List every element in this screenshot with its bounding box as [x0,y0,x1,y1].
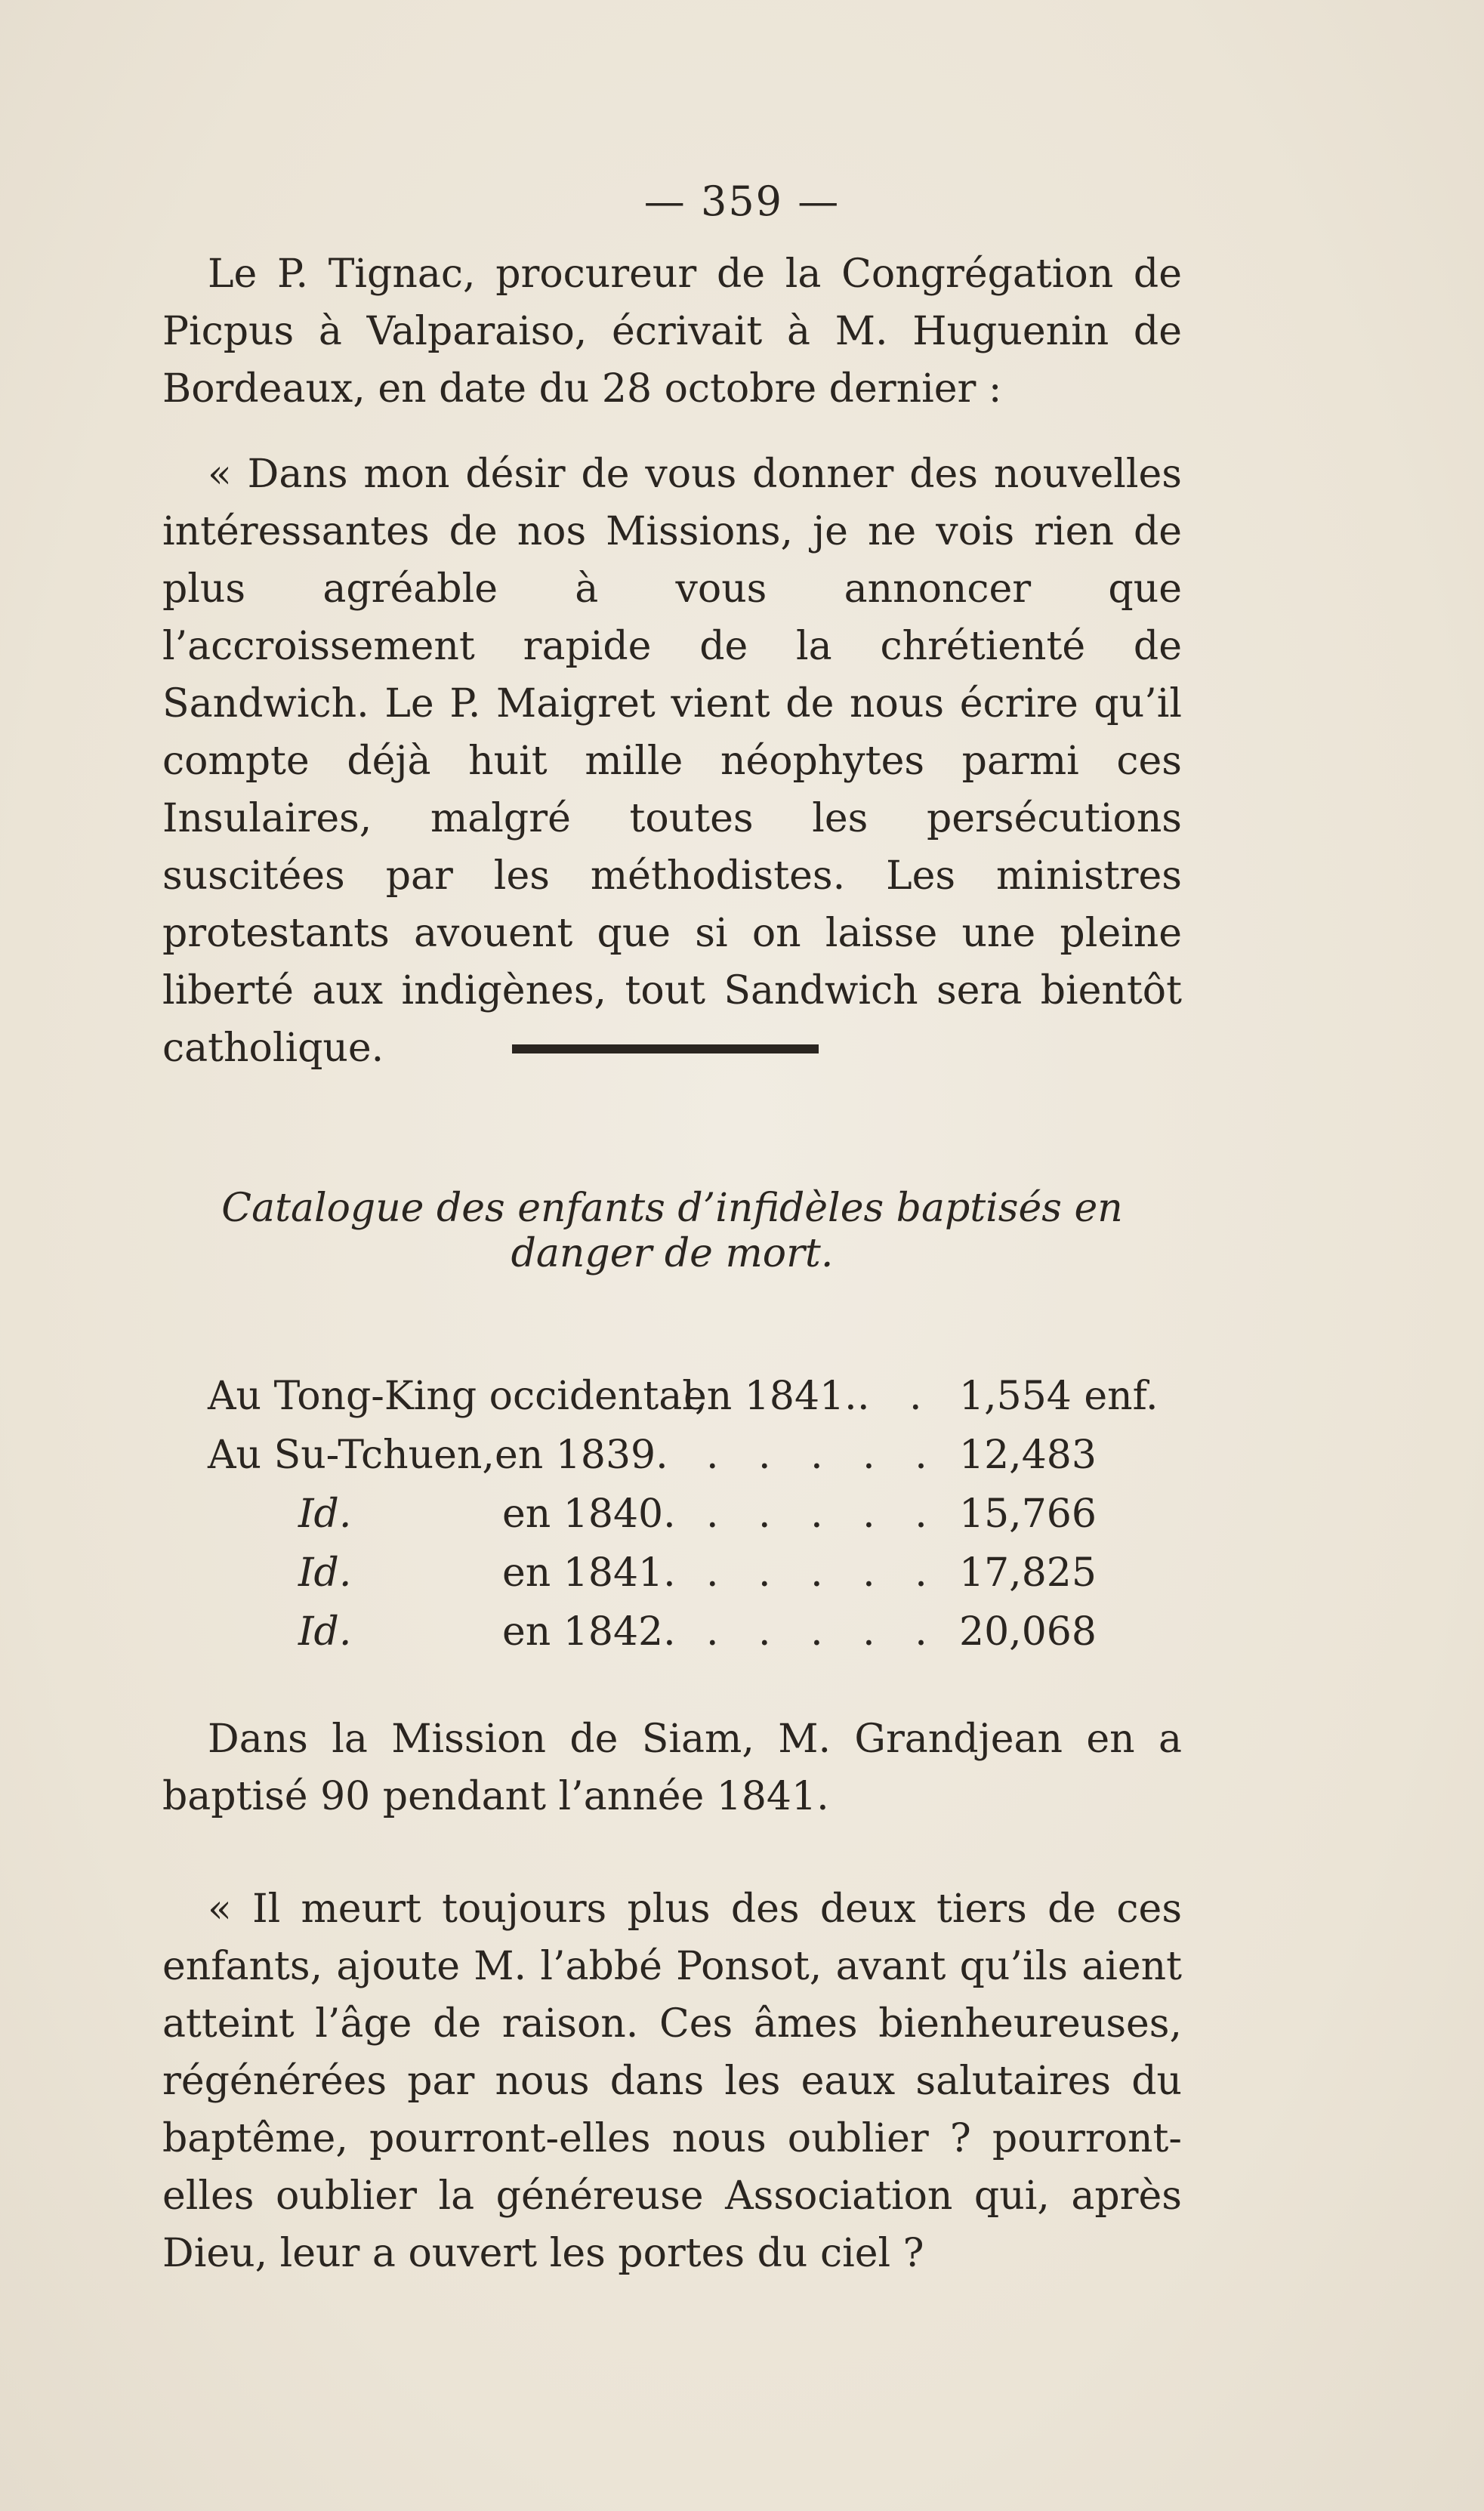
stat-row [208,1367,1189,1426]
stat-count: 12,483 [959,1433,1097,1478]
stat-count: 1,554 enf. [959,1374,1159,1419]
ponsot-paragraph: « Il meurt toujours plus des deux tiers de ces enfants, ajoute M. l’abbé Ponsot, avant qu’ils aient atteint l’âge de raison. Ces âmes bienheureuses, régénérées par nous dans les eaux salutaires du baptême, pourront-elles nous oublier ? pourront-elles oublier la généreuse Association qui, après Dieu, leur a ouvert les portes du ciel ? [162,1886,1182,2276]
stat-leader-dots: . . . . . [706,1550,941,1596]
catalogue-title: Catalogue des enfants d’infidèles baptisés en danger de mort. [221,1186,1123,1276]
letter-paragraph: « Dans mon désir de vous donner des nouvelles intéressantes de nos Missions, je ne vois rien de plus agréable à vous annoncer que l’accroissement rapide de la chrétienté de Sandwich. Le P. Maigret vient de nous écrire qu’il compte déjà huit mille néophytes parmi ces Insulaires, malgré toutes les persécutions suscitées par les méthodistes. Les ministres protestants avouent que si on laisse une pleine liberté aux indigènes, tout Sandwich sera bientôt catholique. [162,452,1182,1071]
stat-year: en 1839. [495,1433,668,1478]
stat-place: Au Tong-King occidental, [208,1374,708,1419]
stat-place: Id. [298,1491,352,1537]
stat-place: Au Su-Tchuen, [208,1433,495,1478]
stat-row [208,1485,1189,1544]
stat-row [208,1426,1189,1485]
stat-year: en 1841. [502,1550,676,1596]
siam-paragraph: Dans la Mission de Siam, M. Grandjean en a baptisé 90 pendant l’année 1841. [162,1717,1182,1819]
stat-row [208,1603,1189,1661]
stat-row [208,1544,1189,1603]
stat-year: en 1842. [502,1609,676,1655]
section-divider [512,1044,819,1053]
intro-paragraph: Le P. Tignac, procureur de la Congrégation de Picpus à Valparaiso, écrivait à M. Huguenin de Bordeaux, en date du 28 octobre dernier : [162,251,1182,412]
stat-year: en 1840. [502,1491,676,1537]
stat-leader-dots: . . . . . [706,1491,941,1537]
stat-leader-dots: . . . . . [706,1433,941,1478]
page-number: — 359 — [643,177,841,225]
baptism-statistics-table [208,1367,1189,1661]
stat-year: en 1841. [683,1374,857,1419]
stat-count: 20,068 [959,1609,1097,1655]
stat-place: Id. [298,1609,352,1655]
stat-leader-dots: . . [857,1374,936,1419]
stat-leader-dots: . . . . . [706,1609,941,1655]
stat-place: Id. [298,1550,352,1596]
stat-count: 15,766 [959,1491,1097,1537]
stat-count: 17,825 [959,1550,1097,1596]
